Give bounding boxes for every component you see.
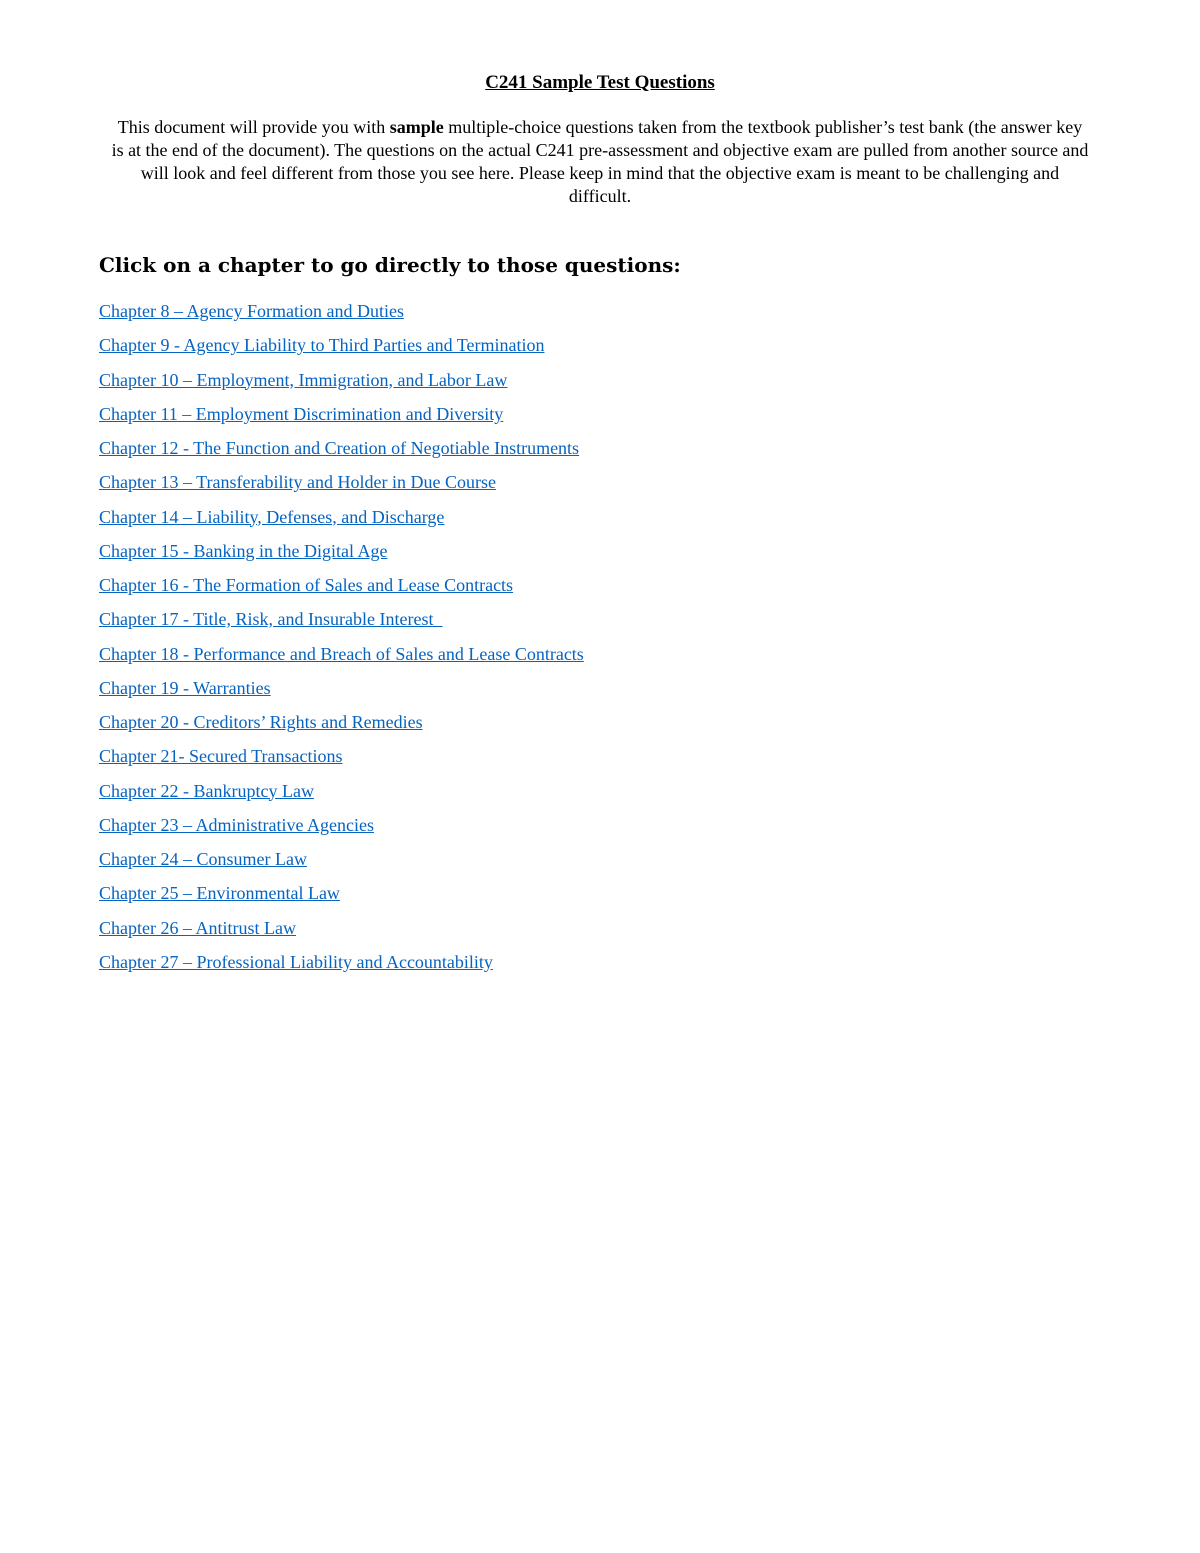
list-item (99, 435, 584, 469)
list-item (99, 675, 584, 709)
chapter-link-20[interactable]: Chapter 20 - Creditors’ Rights and Remedies (99, 712, 423, 732)
document-title: C241 Sample Test Questions (485, 72, 715, 93)
chapter-link-17[interactable]: Chapter 17 - Title, Risk, and Insurable Interest (99, 609, 443, 630)
intro-bold-word: sample (389, 117, 444, 137)
list-item (99, 743, 584, 777)
chapter-link-9[interactable]: Chapter 9 - Agency Liability to Third Parties and Termination (99, 335, 545, 356)
chapter-link-22[interactable]: Chapter 22 - Bankruptcy Law (99, 780, 314, 801)
list-item (99, 367, 584, 401)
chapter-link-23[interactable]: Chapter 23 – Administrative Agencies (99, 814, 374, 835)
intro-text-end: multiple-choice questions taken from the textbook publisher’s test bank (the answer key is at the end of the document). The questions on the actual C241 pre-assessment and objective exam are pulled from another source and will look and feel different from those you see here. Please keep in mind that the objective exam is meant to be challenging and difficult. (111, 117, 1089, 206)
intro-text-start: This document will provide you with (117, 117, 390, 137)
chapter-link-10[interactable]: Chapter 10 – Employment, Immigration, and Labor Law (99, 369, 508, 390)
list-item (99, 401, 584, 435)
list-item (99, 572, 584, 606)
list-item (99, 778, 584, 812)
chapter-link-27[interactable]: Chapter 27 – Professional Liability and Accountability (99, 951, 493, 972)
chapter-link-13[interactable]: Chapter 13 – Transferability and Holder in Due Course (99, 472, 496, 493)
chapter-heading: Click on a chapter to go directly to those questions: (99, 253, 681, 277)
list-item (99, 812, 584, 846)
list-item (99, 332, 584, 366)
list-item (99, 504, 584, 538)
list-item (99, 606, 584, 640)
chapter-link-16[interactable]: Chapter 16 - The Formation of Sales and Lease Contracts (99, 575, 514, 595)
list-item (99, 949, 584, 983)
chapter-link-26[interactable]: Chapter 26 – Antitrust Law (99, 917, 296, 938)
chapter-link-11[interactable]: Chapter 11 – Employment Discrimination and Diversity (99, 403, 504, 424)
intro-paragraph (110, 116, 1090, 208)
list-item (99, 641, 584, 675)
chapter-link-15[interactable]: Chapter 15 - Banking in the Digital Age (99, 540, 388, 561)
chapter-link-24[interactable]: Chapter 24 – Consumer Law (99, 849, 307, 869)
list-item (99, 469, 584, 503)
chapter-link-8[interactable]: Chapter 8 – Agency Formation and Duties (99, 301, 404, 321)
chapter-link-25[interactable]: Chapter 25 – Environmental Law (99, 883, 340, 904)
chapter-link-list (99, 298, 584, 983)
chapter-link-19[interactable]: Chapter 19 - Warranties (99, 677, 271, 698)
chapter-link-18[interactable]: Chapter 18 - Performance and Breach of Sales and Lease Contracts (99, 643, 584, 664)
list-item (99, 846, 584, 880)
list-item (99, 880, 584, 914)
chapter-link-21[interactable]: Chapter 21- Secured Transactions (99, 746, 343, 767)
chapter-link-14[interactable]: Chapter 14 – Liability, Defenses, and Discharge (99, 506, 445, 527)
list-item (99, 709, 584, 743)
chapter-link-12[interactable]: Chapter 12 - The Function and Creation of Negotiable Instruments (99, 438, 580, 458)
list-item (99, 538, 584, 572)
list-item (99, 298, 584, 332)
list-item (99, 915, 584, 949)
